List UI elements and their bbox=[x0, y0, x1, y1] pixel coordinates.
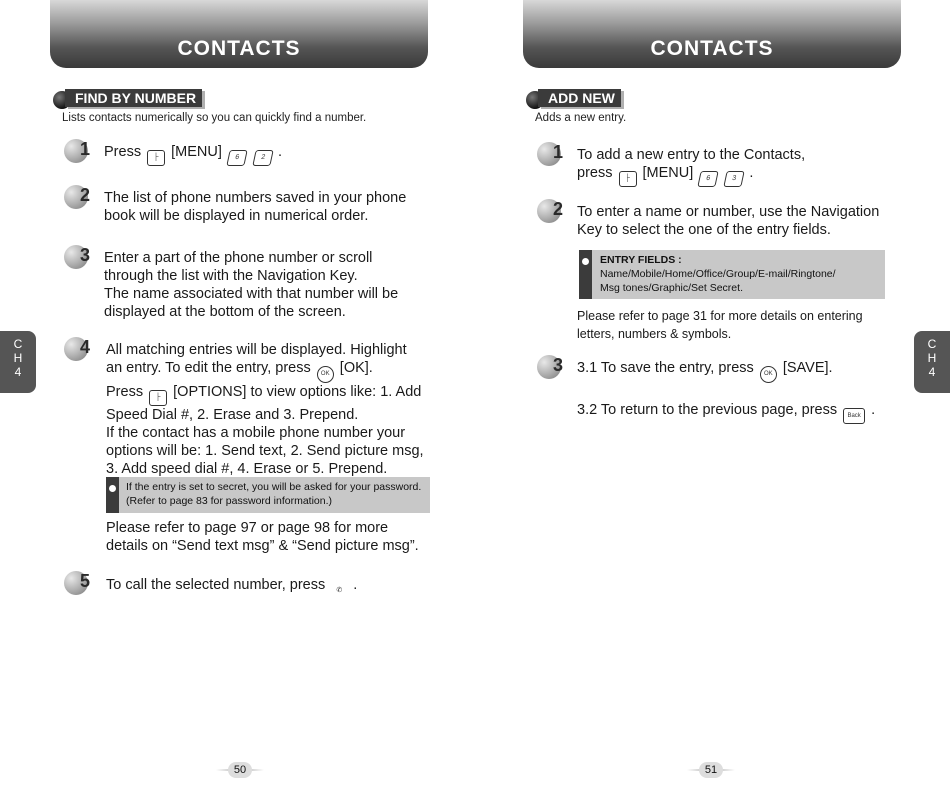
section-title: ADD NEW bbox=[538, 89, 621, 107]
step-badge: 2 bbox=[64, 185, 98, 209]
chapter-tab: C H 4 bbox=[914, 331, 950, 393]
page-title: CONTACTS bbox=[177, 37, 301, 60]
step-badge: 1 bbox=[64, 139, 98, 163]
step-badge: 5 bbox=[64, 571, 98, 595]
send-key-icon: ✆ bbox=[331, 584, 347, 598]
key-6-icon: 6 bbox=[226, 150, 247, 166]
step-1-text: To add a new entry to the Contacts, press ├ [MENU] 6 3 . bbox=[577, 146, 805, 187]
left-soft-key-icon: ├ bbox=[619, 171, 637, 187]
step-badge: 1 bbox=[537, 142, 571, 166]
bullet-icon bbox=[106, 477, 119, 513]
step-3-text: Enter a part of the phone number or scroll through the list with the Navigation Key. The name associated with that number will be displayed at the bottom of the screen. bbox=[104, 250, 399, 320]
right-page bbox=[475, 0, 950, 808]
section-description: Adds a new entry. bbox=[535, 112, 627, 124]
note-box: If the entry is set to secret, you will be asked for your password. (Refer to page 83 for password information.) bbox=[106, 477, 430, 513]
page-title: CONTACTS bbox=[650, 37, 774, 60]
header-banner bbox=[523, 0, 901, 68]
back-key-icon: Back bbox=[843, 408, 865, 424]
ok-key-icon: OK bbox=[760, 366, 777, 383]
step-2-text: The list of phone numbers saved in your phone book will be displayed in numerical order. bbox=[104, 190, 407, 224]
step-5-text: To call the selected number, press ✆ . bbox=[106, 576, 357, 598]
chapter-tab: C H 4 bbox=[0, 331, 36, 393]
step-1-text: Press ├ [MENU] 6 2 . bbox=[104, 143, 282, 166]
refer-text: Please refer to page 97 or page 98 for more details on “Send text msg” & “Send picture msg”. bbox=[106, 520, 419, 554]
page-number: 50 bbox=[222, 762, 258, 778]
step-3-text: 3.1 To save the entry, press OK [SAVE]. 3.2 To return to the previous page, press Back . bbox=[577, 359, 875, 424]
left-soft-key-icon: ├ bbox=[147, 150, 165, 166]
section-description: Lists contacts numerically so you can quickly find a number. bbox=[62, 112, 367, 124]
key-3-icon: 3 bbox=[724, 171, 745, 187]
step-badge: 3 bbox=[537, 355, 571, 379]
bullet-icon bbox=[579, 250, 592, 299]
header-banner bbox=[50, 0, 428, 68]
step-badge: 3 bbox=[64, 245, 98, 269]
refer-text: Please refer to page 31 for more details on entering letters, numbers & symbols. bbox=[577, 309, 863, 341]
page-number: 51 bbox=[693, 762, 729, 778]
note-box: ENTRY FIELDS : Name/Mobile/Home/Office/Group/E-mail/Ringtone/ Msg tones/Graphic/Set Secret. bbox=[579, 250, 885, 299]
step-2-text: To enter a name or number, use the Navigation Key to select the one of the entry fields. bbox=[577, 204, 880, 238]
step-badge: 2 bbox=[537, 199, 571, 223]
section-title: FIND BY NUMBER bbox=[65, 89, 202, 107]
step-4-text: All matching entries will be displayed. Highlight an entry. To edit the entry, press OK [OK]. Press ├ [OPTIONS] to view options like: 1. Add Speed Dial #, 2. Erase and 3. Prepend. If the contact has a mobile phone number your options will be: 1. Send text, 2. Send picture msg, 3. Add speed dial #, 4. Erase or 5. Prepend. bbox=[106, 342, 424, 477]
key-2-icon: 2 bbox=[252, 150, 273, 166]
step-badge: 4 bbox=[64, 337, 98, 361]
ok-key-icon: OK bbox=[317, 366, 334, 383]
key-6-icon: 6 bbox=[698, 171, 719, 187]
right-soft-key-icon: ├ bbox=[149, 390, 167, 406]
